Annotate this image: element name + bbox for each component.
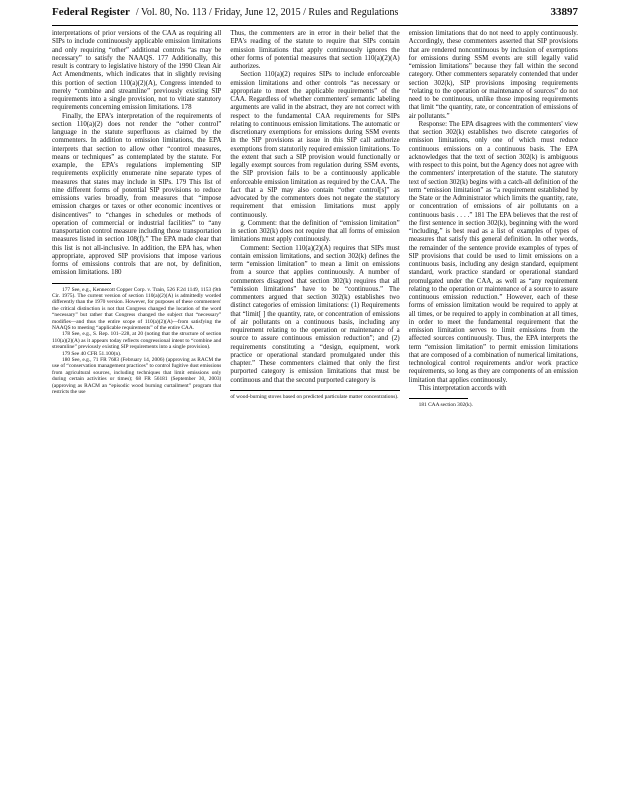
paragraph: emission limitations that do not need to apply continuously. Accordingly, these commenters asserted that SIP provisions that are rendered noncontinuous by inclusion of exemptions for emissions during SSM events are still legally valid “emission limitations” because they fall within the second category. Other commenters separately contended that under section 302(k), SIP provisions imposing requirements “relating to the operation or maintenance of sources” do not need to be continuous, unlike those imposing requirements that limit “the quantity, rate, or concentration of emissions of air pollutants.” — [408, 30, 578, 120]
page-number: 33897 — [550, 6, 578, 18]
column-3 — [409, 30, 578, 794]
column-1 — [52, 30, 221, 794]
issue-info: / Vol. 80, No. 113 / Friday, June 12, 2015 / Rules and Regulations — [135, 7, 399, 18]
footnote: 177 See, e.g., Kennecott Copper Corp. v. Train, 526 F.2d 1149, 1153 (9th Cir. 1975). The current version of section 110(a)(2)(A) is admittedly worded differently than the 1970 version. However, for purposes of these commenters' the critical distinction is not that Congress changed the location of the word “necessary” but rather that Congress changed the subject that “necessary” modifies—and thus the entire scope of 110(a)(2)(A)—from satisfying the NAAQS to meeting “applicable requirements” of the entire CAA. — [52, 286, 222, 331]
header-left — [52, 6, 398, 18]
paragraph: Comment: Section 110(a)(2)(A) requires that SIPs must contain emission limitations, and section 302(k) defines the term “emission limitation” to mean a limit on emissions from a source that applies continuously. A number of commenters disagreed that section 302(k) requires that all “emission limitations” have to be “continuous.” The commenters argued that section 302(k) establishes two distinct categories of emission limitations: (1) Requirements that “limit[ ] the quantity, rate, or concentration of emissions of air pollutants on a continuous basis, including any requirement relating to the operation or maintenance of a source to assure continuous emission reduction”; and (2) requirements constituting a “design, equipment, work practice or operational standard promulgated under this chapter.” These commenters claimed that only the first purported category is emission limitations that must be continuous and that the second purported category is — [230, 244, 400, 384]
text-columns — [52, 30, 578, 794]
paragraph: g. Comment: that the definition of “emission limitation” in section 302(k) does not require that all forms of emission limitations must apply continuously. — [230, 219, 400, 244]
column-2 — [230, 30, 399, 794]
footnote: 181 CAA section 302(k). — [418, 402, 473, 408]
paragraph: Thus, the commenters are in error in their belief that the EPA's reading of the statute to require that SIPs contain emission limitations that apply continuously ignores the other forms of potential measures that section 110(a)(2)(A) authorizes. — [230, 30, 400, 70]
footnote-rule — [52, 283, 111, 284]
footnote-rule — [230, 390, 399, 391]
footnote: 178 See, e.g., S. Rep. 101–228, at 20 (noting that the structure of section 110(a)(2)(A) as it appears today reflects congressional intent to “combine and streamline” previously existing SIP requirements into a single provision). — [52, 331, 222, 351]
paragraph: Finally, the EPA's interpretation of the requirements of section 110(a)(2) does not render the “other control” language in the statute superfluous as claimed by the commenters. In addition to emission limitations, the EPA interprets that section to allow other “control measures, means or techniques” as contemplated by the statute. For example, the EPA's regulations implementing SIP requirements explicitly enumerate nine separate types of measures that states may include in SIPs. 179 This list of nine different forms of potential SIP provisions to reduce emissions varies broadly, from measures that “impose emission charges or taxes or other economic incentives or disincentives” to “changes in schedules or methods of operation of commercial or industrial facilities” to “any transportation control measure including those transportation measures listed in section 108(f).” The EPA made clear that this list is not all-inclusive. In addition, the EPA has, when appropriate, approved SIP provisions that impose various forms of emissions controls that are not, by definition, emission limitations. 180 — [52, 112, 222, 277]
footnote: 179 See 40 CFR 51.100(n). — [62, 350, 122, 357]
paragraph: Section 110(a)(2) requires SIPs to include enforceable emission limitations and other controls “as necessary or appropriate to meet the applicable requirements” of the CAA. Regardless of whether commenters' semantic labeling arguments are valid in the abstract, they are not correct with respect to the fundamental CAA requirements for SIPs relating to continuous emission limitations. The automatic or discretionary exemptions for emissions during SSM events in the SIP provisions at issue in this SIP call authorize exemptions from statutorily required emission limitations. To the extent that such a SIP provision would functionally or legally exempt sources from regulation during SSM events, the SIP provision fails to be a continuously applicable enforceable emission limitation as required by the CAA. The fact that a SIP may also contain “other control[s]” as advocated by the commenters does not negate the statutory requirement that emission limitations must apply continuously. — [230, 71, 400, 219]
footnote-continued: of wood-burning stoves based on predicted particulate matter concentrations). — [230, 393, 399, 400]
running-header — [52, 6, 578, 24]
paragraph: Response: The EPA disagrees with the commenters' view that section 302(k) establishes two discrete categories of emission limitations, only one of which must reduce continuous emissions on a continuous basis. The EPA acknowledges that the text of section 302(k) is ambiguous with respect to this point, but the Agency does not agree with the commenters' interpretation of the statute. The statutory text of section 302(k) begins with a catch-all definition of the term “emission limitation” as “a requirement established by the State or the Administrator which limits the quantity, rate, or concentration of emissions of air pollutants on a continuous basis . . . .” 181 The EPA believes that the rest of the first sentence in section 302(k), beginning with the word “including,” is best read as a list of examples of types of measures that satisfy this general definition. In other words, the remainder of the sentence provide examples of types of SIP provisions that could be used to limit emissions on a continuous basis, including any design standard, equipment standard, work practice standard or operational standard promulgated under the CAA, as well as “any requirement relating to the operation or maintenance of a source to assure continuous emission reduction.” However, each of these forms of emission limitation would be required to apply at all times, or be required to apply in combination at all times, in order to meet the fundamental requirement that the emission limitation serves to limit emissions from the affected sources continuously. Thus, the EPA interprets the term “emission limitation” to permit emission limitations that are composed of a combination of numerical limitations, technological control requirements and/or work practice requirements, so long as they are components of an emission limitation that applies continuously. — [408, 120, 578, 384]
header-rule — [52, 25, 578, 26]
paragraph: This interpretation accords with — [418, 384, 507, 392]
journal-title: Federal Register — [52, 6, 130, 18]
footnote-rule — [409, 398, 468, 399]
footnote: 180 See, e.g., 71 FR 7683 (February 14, 2006) (approving as RACM the use of “conservation management practices” to control fugitive dust emissions from agricultural sources, including techniques that limit emissions only during certain activities or times); 68 FR 56181 (September 30, 2003) (approving as RACM an “episodic wood burning curtailment” program that restricts the use — [52, 356, 222, 395]
paragraph: interpretations of prior versions of the CAA as requiring all SIPs to include continuously applicable emission limitations and only requiring “other” additional controls “as may be necessary” to satisfy the NAAQS. 177 Additionally, this result is contrary to legislative history of the 1990 Clean Air Act Amendments, which indicates that in slightly revising this portion of section 110(a)(2)(A), Congress intended to merely “combine and streamline” previously existing SIP requirements into a single provision, not to vitiate statutory requirements concerning emission limitations. 178 — [52, 30, 222, 112]
